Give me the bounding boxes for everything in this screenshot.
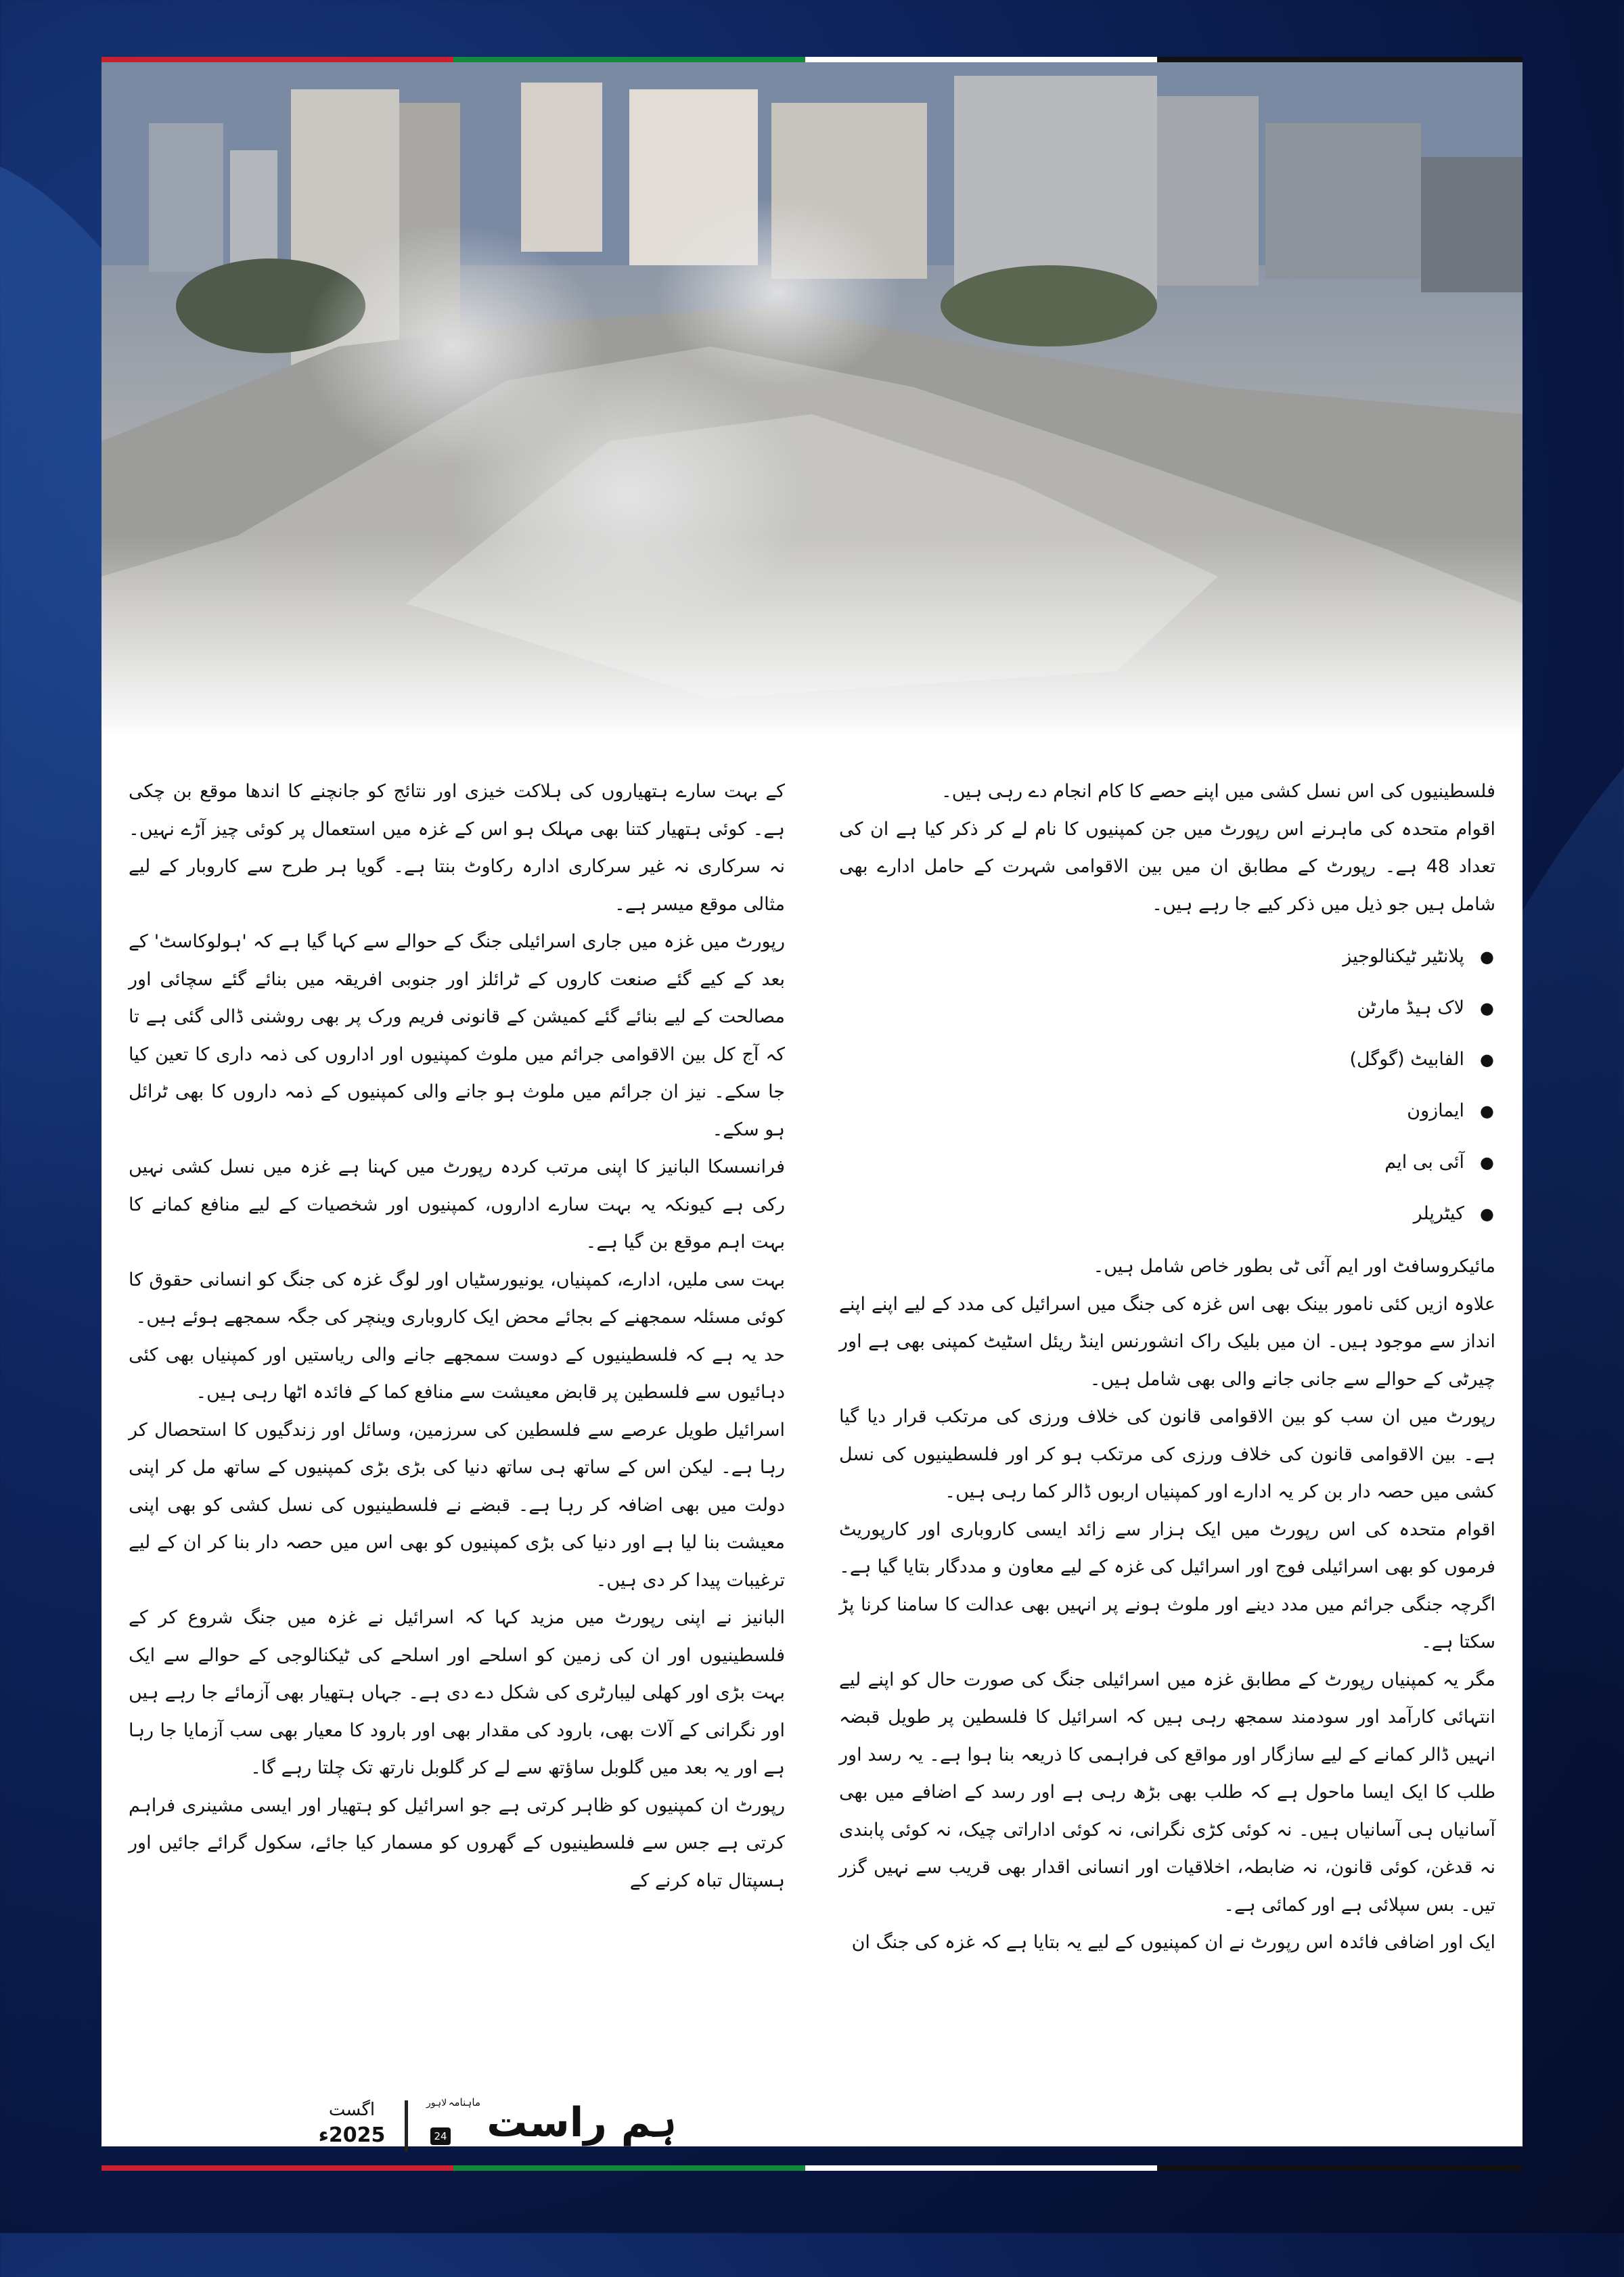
paragraph: رپورٹ میں غزہ میں جاری اسرائیلی جنگ کے حوالے سے کہا گیا ہے کہ 'ہولوکاسٹ' کے بعد کے کیے گئے صنعت کاروں کے ٹرائلز اور جنوبی افریقہ میں بنائے گئے سچائی اور مصالحت کے لیے بنائے گئے کمیشن کے قانونی فریم ورک پر بھی روشنی ڈالی گئی ہے تا کہ آج کل بین الاقوامی جرائم میں ملوث کمپنیوں اور اداروں کی ذمہ داری کا تعین کیا جا سکے۔ نیز ان جرائم میں ملوث ہو جانے والی کمپنیوں کے ذمہ داروں کا بھی ٹرائل ہو سکے۔ (129, 931, 785, 1140)
list-item: ● ایمازون (839, 1085, 1464, 1137)
list-item: ● آئی بی ایم (839, 1137, 1464, 1188)
footer-divider (405, 2100, 408, 2152)
paragraph: علاوہ ازیں کئی نامور بینک بھی اس غزہ کی جنگ میں اسرائیل کی مدد کے لیے اپنے اپنے انداز سے موجود ہیں۔ ان میں بلیک راک انشورنس اینڈ ریئل اسٹیٹ کمپنی بھی ہے اور چیرٹی کے حوالے سے جانی جانے والی بھی شامل ہیں۔ (839, 1293, 1495, 1390)
paragraph: حد یہ ہے کہ فلسطینیوں کے دوست سمجھے جانے والی ریاستیں اور کمپنیاں بھی کئی دہائیوں سے فلسطین پر قابض معیشت سے منافع کما کے فائدہ اٹھا رہی ہیں۔ (129, 1344, 785, 1403)
paragraph: اقوام متحدہ کی اس رپورٹ میں ایک ہزار سے زائد ایسی کاروباری اور کارپوریٹ فرموں کو بھی اسرائیلی فوج اور اسرائیل کی غزہ کے لیے معاون و مددگار بتایا گیا ہے۔ اگرچہ جنگی جرائم میں مدد دینے اور ملوث ہونے پر انہیں بھی عدالت کا سامنا کرنا پڑ سکتا ہے۔ (839, 1518, 1495, 1652)
paragraph: مگر یہ کمپنیاں رپورٹ کے مطابق غزہ میں اسرائیلی جنگ کی صورت حال کو اپنے لیے انتہائی کارآمد اور سودمند سمجھ رہی ہیں کہ اسرائیل کا فلسطین پر طویل قبضہ انہیں ڈالر کمانے کے لیے سازگار اور مواقع کی فراہمی کا ذریعہ بنا ہوا ہے۔ یہ رسد اور طلب کا ایک ایسا ماحول ہے کہ طلب بھی بڑھ رہی ہے اور رسد کے اضافے میں بھی آسانیاں ہی آسانیاں ہیں۔ نہ کوئی کڑی نگرانی، نہ کوئی اداراتی چیک، نہ کوئی پابندی نہ قدغن، کوئی قانون، نہ ضابطہ، اخلاقیات اور انسانی اقدار بھی قریب سے نہیں گزر تیں۔ بس سپلائی ہے اور کمائی ہے۔ (839, 1669, 1495, 1916)
list-item: ● الفابیٹ (گوگل) (839, 1034, 1464, 1085)
destroyed-buildings-illustration (102, 62, 1522, 739)
list-item: ● پلانٹیر ٹیکنالوجیز (839, 931, 1464, 983)
list-item: ● کیٹرپلر (839, 1188, 1464, 1240)
paragraph: بہت سی ملیں، ادارے، کمپنیاں، یونیورسٹیاں اور لوگ غزہ کی جنگ کو انسانی حقوق کا کوئی مسئلہ سمجھنے کے بجائے محض ایک کاروباری وینچر کی جگہ سمجھے ہوئے ہیں۔ (129, 1269, 785, 1328)
article-body (129, 773, 1495, 2092)
paragraph: فلسطینیوں کی اس نسل کشی میں اپنے حصے کا کام انجام دے رہی ہیں۔ (941, 781, 1495, 802)
list-item: ● لاک ہیڈ مارٹن (839, 983, 1464, 1034)
issue-date (304, 2098, 399, 2149)
article-column-right (839, 773, 1495, 2092)
article-page (102, 62, 1522, 2146)
magazine-name: ہم راست (487, 2099, 677, 2146)
top-flag-rule (102, 57, 1522, 62)
magazine-logo (426, 2096, 677, 2157)
paragraph: اسرائیل طویل عرصے سے فلسطین کی سرزمین، وسائل اور زندگیوں کا استحصال کر رہا ہے۔ لیکن اس کے ساتھ ہی ساتھ دنیا کی بڑی بڑی کمپنیوں کے ساتھ مل کر اپنی دولت میں بھی اضافہ کر رہا ہے۔ قبضے نے فلسطینیوں کی نسل کشی کو بھی اپنی معیشت بنا لیا ہے اور دنیا کی بڑی کمپنیوں کو بھی اس میں حصہ دار بنا کر ان کے لیے ترغیبات پیدا کر دی ہیں۔ (129, 1419, 785, 1591)
magazine-tagline: ماہنامہ (448, 2096, 480, 2109)
magazine-city: لاہور (426, 2098, 447, 2109)
bottom-flag-rule (102, 2165, 1522, 2171)
paragraph: کے بہت سارے ہتھیاروں کی ہلاکت خیزی اور نتائج کو جانچنے کا اندھا موقع بن چکی ہے۔ کوئی ہتھیار کتنا بھی مہلک ہو اس کے غزہ میں استعمال پر کوئی چیز آڑے نہیں۔ نہ سرکاری نہ غیر سرکاری ادارہ رکاوٹ بنتا ہے۔ گویا ہر طرح سے کاروبار کے لیے مثالی موقع میسر ہے۔ (129, 781, 785, 915)
company-list (839, 931, 1495, 1240)
paragraph: البانیز نے اپنی رپورٹ میں مزید کہا کہ اسرائیل نے غزہ میں جنگ شروع کر کے فلسطینیوں اور ان کی زمین کو اسلحے اور اسلحے کی ٹیکنالوجی کے حوالے سے ایک بہت بڑی اور کھلی لیبارٹری کی شکل دے دی ہے۔ جہاں ہتھیار بھی آزمائے جا رہے ہیں اور نگرانی کے آلات بھی، بارود کی مقدار بھی اور بارود کا معیار بھی سب آزمایا جا رہا ہے اور یہ بعد میں گلوبل ساؤتھ سے لے کر گلوبل نارتھ تک چلتا رہے گا۔ (129, 1607, 785, 1778)
paragraph: رپورٹ ان کمپنیوں کو ظاہر کرتی ہے جو اسرائیل کو ہتھیار اور ایسی مشینری فراہم کرتی ہے جس سے فلسطینیوں کے گھروں کو مسمار کیا جائے، سکول گرائے جائیں اور ہسپتال تباہ کرنے کے (129, 1795, 785, 1891)
paragraph: مائیکروسافٹ اور ایم آئی ٹی بطور خاص شامل ہیں۔ (1093, 1256, 1495, 1277)
paragraph: رپورٹ میں ان سب کو بین الاقوامی قانون کی خلاف ورزی کی مرتکب قرار دیا گیا ہے۔ بین الاقوامی قانون کی خلاف ورزی کی مرتکب ہو کر اور فلسطینیوں کی نسل کشی میں حصہ دار بن کر یہ ادارے اور کمپنیاں اربوں ڈالر کما رہی ہیں۔ (839, 1406, 1495, 1502)
rubble-photo (102, 62, 1522, 739)
paragraph: اقوام متحدہ کی ماہرنے اس رپورٹ میں جن کمپنیوں کا نام لے کر ذکر کیا ہے ان کی تعداد 48 ہے۔ رپورٹ کے مطابق ان میں بین الاقوامی شہرت کے حامل ادارے بھی شامل ہیں جو ذیل میں ذکر کیے جا رہے ہیں۔ (839, 818, 1495, 915)
paragraph: فرانسسکا البانیز کا اپنی مرتب کردہ رپورٹ میں کہنا ہے غزہ میں نسل کشی نہیں رکی ہے کیونکہ یہ بہت سارے اداروں، کمپنیوں اور شخصیات کے لیے منافع کمانے کا بہت اہم موقع بن گیا ہے۔ (129, 1156, 785, 1253)
paragraph: ایک اور اضافی فائدہ اس رپورٹ نے ان کمپنیوں کے لیے یہ بتایا ہے کہ غزہ کی جنگ ان (851, 1932, 1495, 1953)
magazine-number-badge: 24 (430, 2127, 451, 2145)
page-footer (102, 2096, 697, 2157)
issue-month: اگست (328, 2100, 376, 2120)
issue-year: 2025ء (318, 2123, 386, 2147)
article-column-left (129, 773, 785, 2092)
